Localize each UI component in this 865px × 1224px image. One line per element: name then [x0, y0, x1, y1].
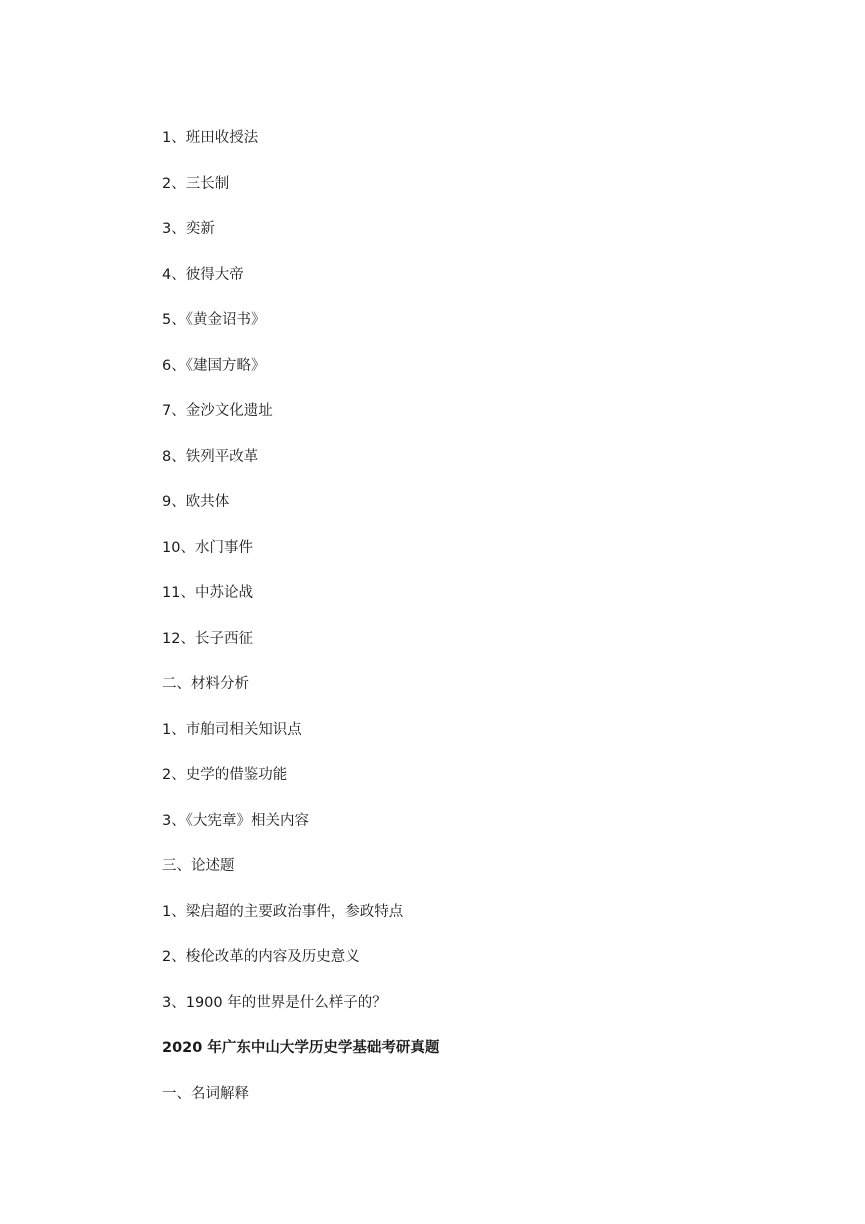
list-item: 11、中苏论战 [162, 585, 253, 601]
list-item: 2、三长制 [162, 175, 230, 192]
list-item: 5、《黄金诏书》 [162, 312, 266, 328]
list-item: 12、长子西征 [162, 630, 253, 647]
list-item: 8、铁列平改革 [162, 448, 259, 465]
section-heading-material-analysis: 二、材料分析 [162, 676, 249, 692]
list-item: 7、金沙文化遗址 [162, 403, 273, 419]
list-item: 3、《大宪章》相关内容 [162, 812, 309, 829]
list-item: 1、市舶司相关知识点 [162, 721, 302, 738]
list-item: 6、《建国方略》 [162, 357, 266, 374]
list-item: 4、彼得大帝 [162, 266, 244, 283]
list-item: 9、欧共体 [162, 494, 230, 510]
list-item: 1、梁启超的主要政治事件，参政特点 [162, 903, 404, 920]
section-heading-term-explanation: 一、名词解释 [162, 1085, 249, 1102]
exam-title: 2020 年广东中山大学历史学基础考研真题 [162, 1040, 440, 1056]
list-item: 3、奕新 [162, 221, 215, 237]
list-item: 2、梭伦改革的内容及历史意义 [162, 949, 360, 965]
document-body [162, 128, 439, 1129]
list-item: 10、水门事件 [162, 539, 253, 556]
list-item: 2、史学的借鉴功能 [162, 767, 288, 783]
section-heading-essay: 三、论述题 [162, 858, 235, 874]
list-item: 1、班田收授法 [162, 130, 259, 146]
list-item: 3、1900 年的世界是什么样子的？ [162, 994, 387, 1011]
